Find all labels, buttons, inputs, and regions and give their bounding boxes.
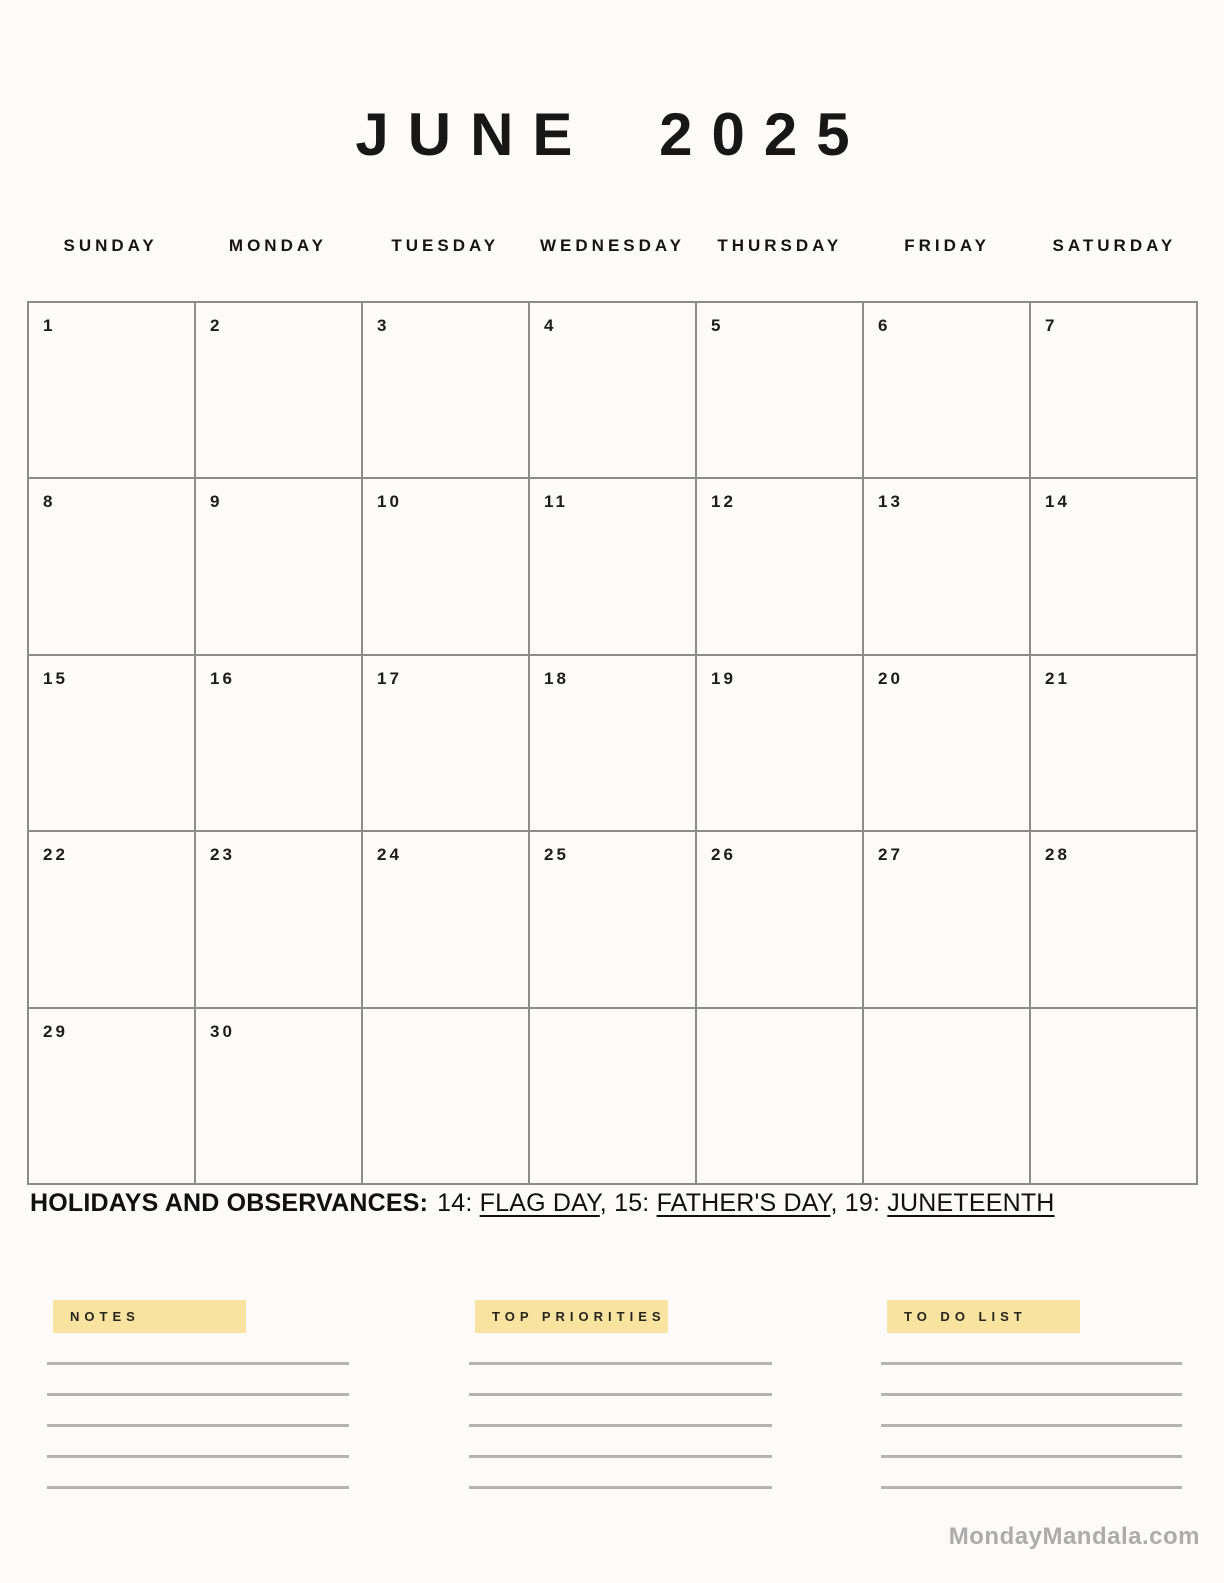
notes-title: NOTES [70, 1309, 140, 1324]
calendar-cell [697, 656, 864, 832]
top-priorities-title-badge [475, 1300, 668, 1333]
day-number: 22 [43, 845, 68, 865]
day-number: 29 [43, 1021, 68, 1041]
calendar-cell [530, 303, 697, 479]
note-line [881, 1486, 1182, 1489]
note-line [47, 1455, 349, 1458]
calendar-cell [864, 832, 1031, 1008]
holidays-label: HOLIDAYS AND OBSERVANCES: [30, 1189, 429, 1217]
holiday-link-juneteenth[interactable]: JUNETEENTH [887, 1189, 1055, 1217]
calendar-cell [363, 303, 530, 479]
site-credit-link[interactable]: MondayMandala.com [948, 1523, 1200, 1550]
calendar-cell [697, 1009, 864, 1185]
calendar-cell [530, 656, 697, 832]
day-number: 6 [878, 316, 891, 335]
weekday-header-friday: FRIDAY [904, 236, 990, 255]
day-number: 15 [43, 668, 68, 688]
note-line [469, 1424, 772, 1427]
note-line [469, 1393, 772, 1396]
holiday-separator: , [599, 1189, 615, 1217]
day-number: 11 [544, 492, 568, 512]
calendar-cell [530, 479, 697, 655]
calendar-cell [363, 479, 530, 655]
holiday-separator: , [830, 1189, 845, 1217]
calendar-cell [1031, 303, 1198, 479]
calendar-cell [29, 656, 196, 832]
calendar-cell [363, 1009, 530, 1185]
day-number: 14 [1045, 492, 1070, 512]
calendar-cell [1031, 479, 1198, 655]
day-number: 9 [210, 492, 223, 512]
day-number: 1 [43, 316, 56, 335]
holiday-prefix: 19: [844, 1189, 888, 1217]
note-line [881, 1455, 1182, 1458]
note-line [47, 1362, 349, 1365]
top-priorities-title: TOP PRIORITIES [492, 1309, 666, 1324]
day-number: 23 [210, 845, 235, 865]
holiday-link-fathers-day[interactable]: FATHER'S DAY [656, 1189, 831, 1217]
day-number: 30 [210, 1021, 235, 1041]
day-number: 2 [210, 316, 223, 335]
day-number: 18 [544, 668, 569, 688]
note-line [469, 1486, 772, 1489]
calendar-cell [530, 832, 697, 1008]
weekday-header-wednesday: WEDNESDAY [540, 236, 685, 255]
weekday-header-thursday: THURSDAY [717, 236, 843, 255]
weekday-header-monday: MONDAY [228, 236, 327, 255]
day-number: 12 [711, 492, 736, 512]
calendar-cell [1031, 656, 1198, 832]
calendar-cell [196, 656, 363, 832]
day-number: 16 [210, 668, 235, 688]
calendar-cell [196, 832, 363, 1008]
calendar-cell [196, 1009, 363, 1185]
calendar-grid [27, 301, 1198, 1185]
calendar-cell [697, 479, 864, 655]
calendar-cell [29, 1009, 196, 1185]
calendar-cell [1031, 832, 1198, 1008]
note-line [469, 1362, 772, 1365]
weekday-header-saturday: SATURDAY [1052, 236, 1177, 255]
weekday-header-tuesday: TUESDAY [391, 236, 500, 255]
note-line [47, 1486, 349, 1489]
note-line [881, 1424, 1182, 1427]
holidays-line [30, 1189, 1055, 1218]
calendar-cell [1031, 1009, 1198, 1185]
day-number: 17 [377, 668, 402, 688]
note-line [47, 1393, 349, 1396]
day-number: 21 [1045, 668, 1070, 688]
notes-title-badge [53, 1300, 246, 1333]
holiday-prefix: 15: [614, 1189, 657, 1217]
calendar-cell [697, 832, 864, 1008]
day-number: 27 [878, 845, 903, 865]
day-number: 7 [1045, 316, 1058, 335]
calendar-cell [29, 303, 196, 479]
calendar-cell [864, 303, 1031, 479]
day-number: 20 [878, 668, 903, 688]
day-number: 24 [377, 845, 402, 865]
to-do-list-title-badge [887, 1300, 1080, 1333]
calendar-cell [363, 656, 530, 832]
calendar-cell [29, 832, 196, 1008]
note-line [469, 1455, 772, 1458]
holiday-link-flag-day[interactable]: FLAG DAY [479, 1189, 600, 1217]
calendar-cell [864, 1009, 1031, 1185]
day-number: 10 [377, 492, 402, 512]
note-line [881, 1362, 1182, 1365]
day-number: 26 [711, 845, 736, 865]
calendar-cell [697, 303, 864, 479]
day-number: 28 [1045, 845, 1070, 865]
day-number: 25 [544, 845, 569, 865]
calendar-cell [29, 479, 196, 655]
day-number: 8 [43, 492, 56, 512]
day-number: 19 [711, 668, 736, 688]
weekday-header-sunday: SUNDAY [63, 236, 158, 255]
calendar-cell [864, 479, 1031, 655]
calendar-cell [864, 656, 1031, 832]
top-priorities-section [469, 1299, 772, 1504]
page-title: JUNE 2025 [355, 101, 869, 168]
to-do-list-title: TO DO LIST [904, 1309, 1027, 1324]
weekday-header-row [27, 236, 1198, 256]
calendar-cell [196, 303, 363, 479]
day-number: 4 [544, 316, 557, 335]
to-do-list-section [881, 1299, 1182, 1504]
calendar-cell [530, 1009, 697, 1185]
calendar-cell [363, 832, 530, 1008]
notes-section [47, 1299, 349, 1504]
day-number: 5 [711, 316, 724, 335]
note-line [881, 1393, 1182, 1396]
calendar-cell [196, 479, 363, 655]
day-number: 3 [377, 316, 390, 335]
day-number: 13 [878, 492, 903, 512]
note-line [47, 1424, 349, 1427]
holiday-prefix: 14: [437, 1189, 480, 1217]
